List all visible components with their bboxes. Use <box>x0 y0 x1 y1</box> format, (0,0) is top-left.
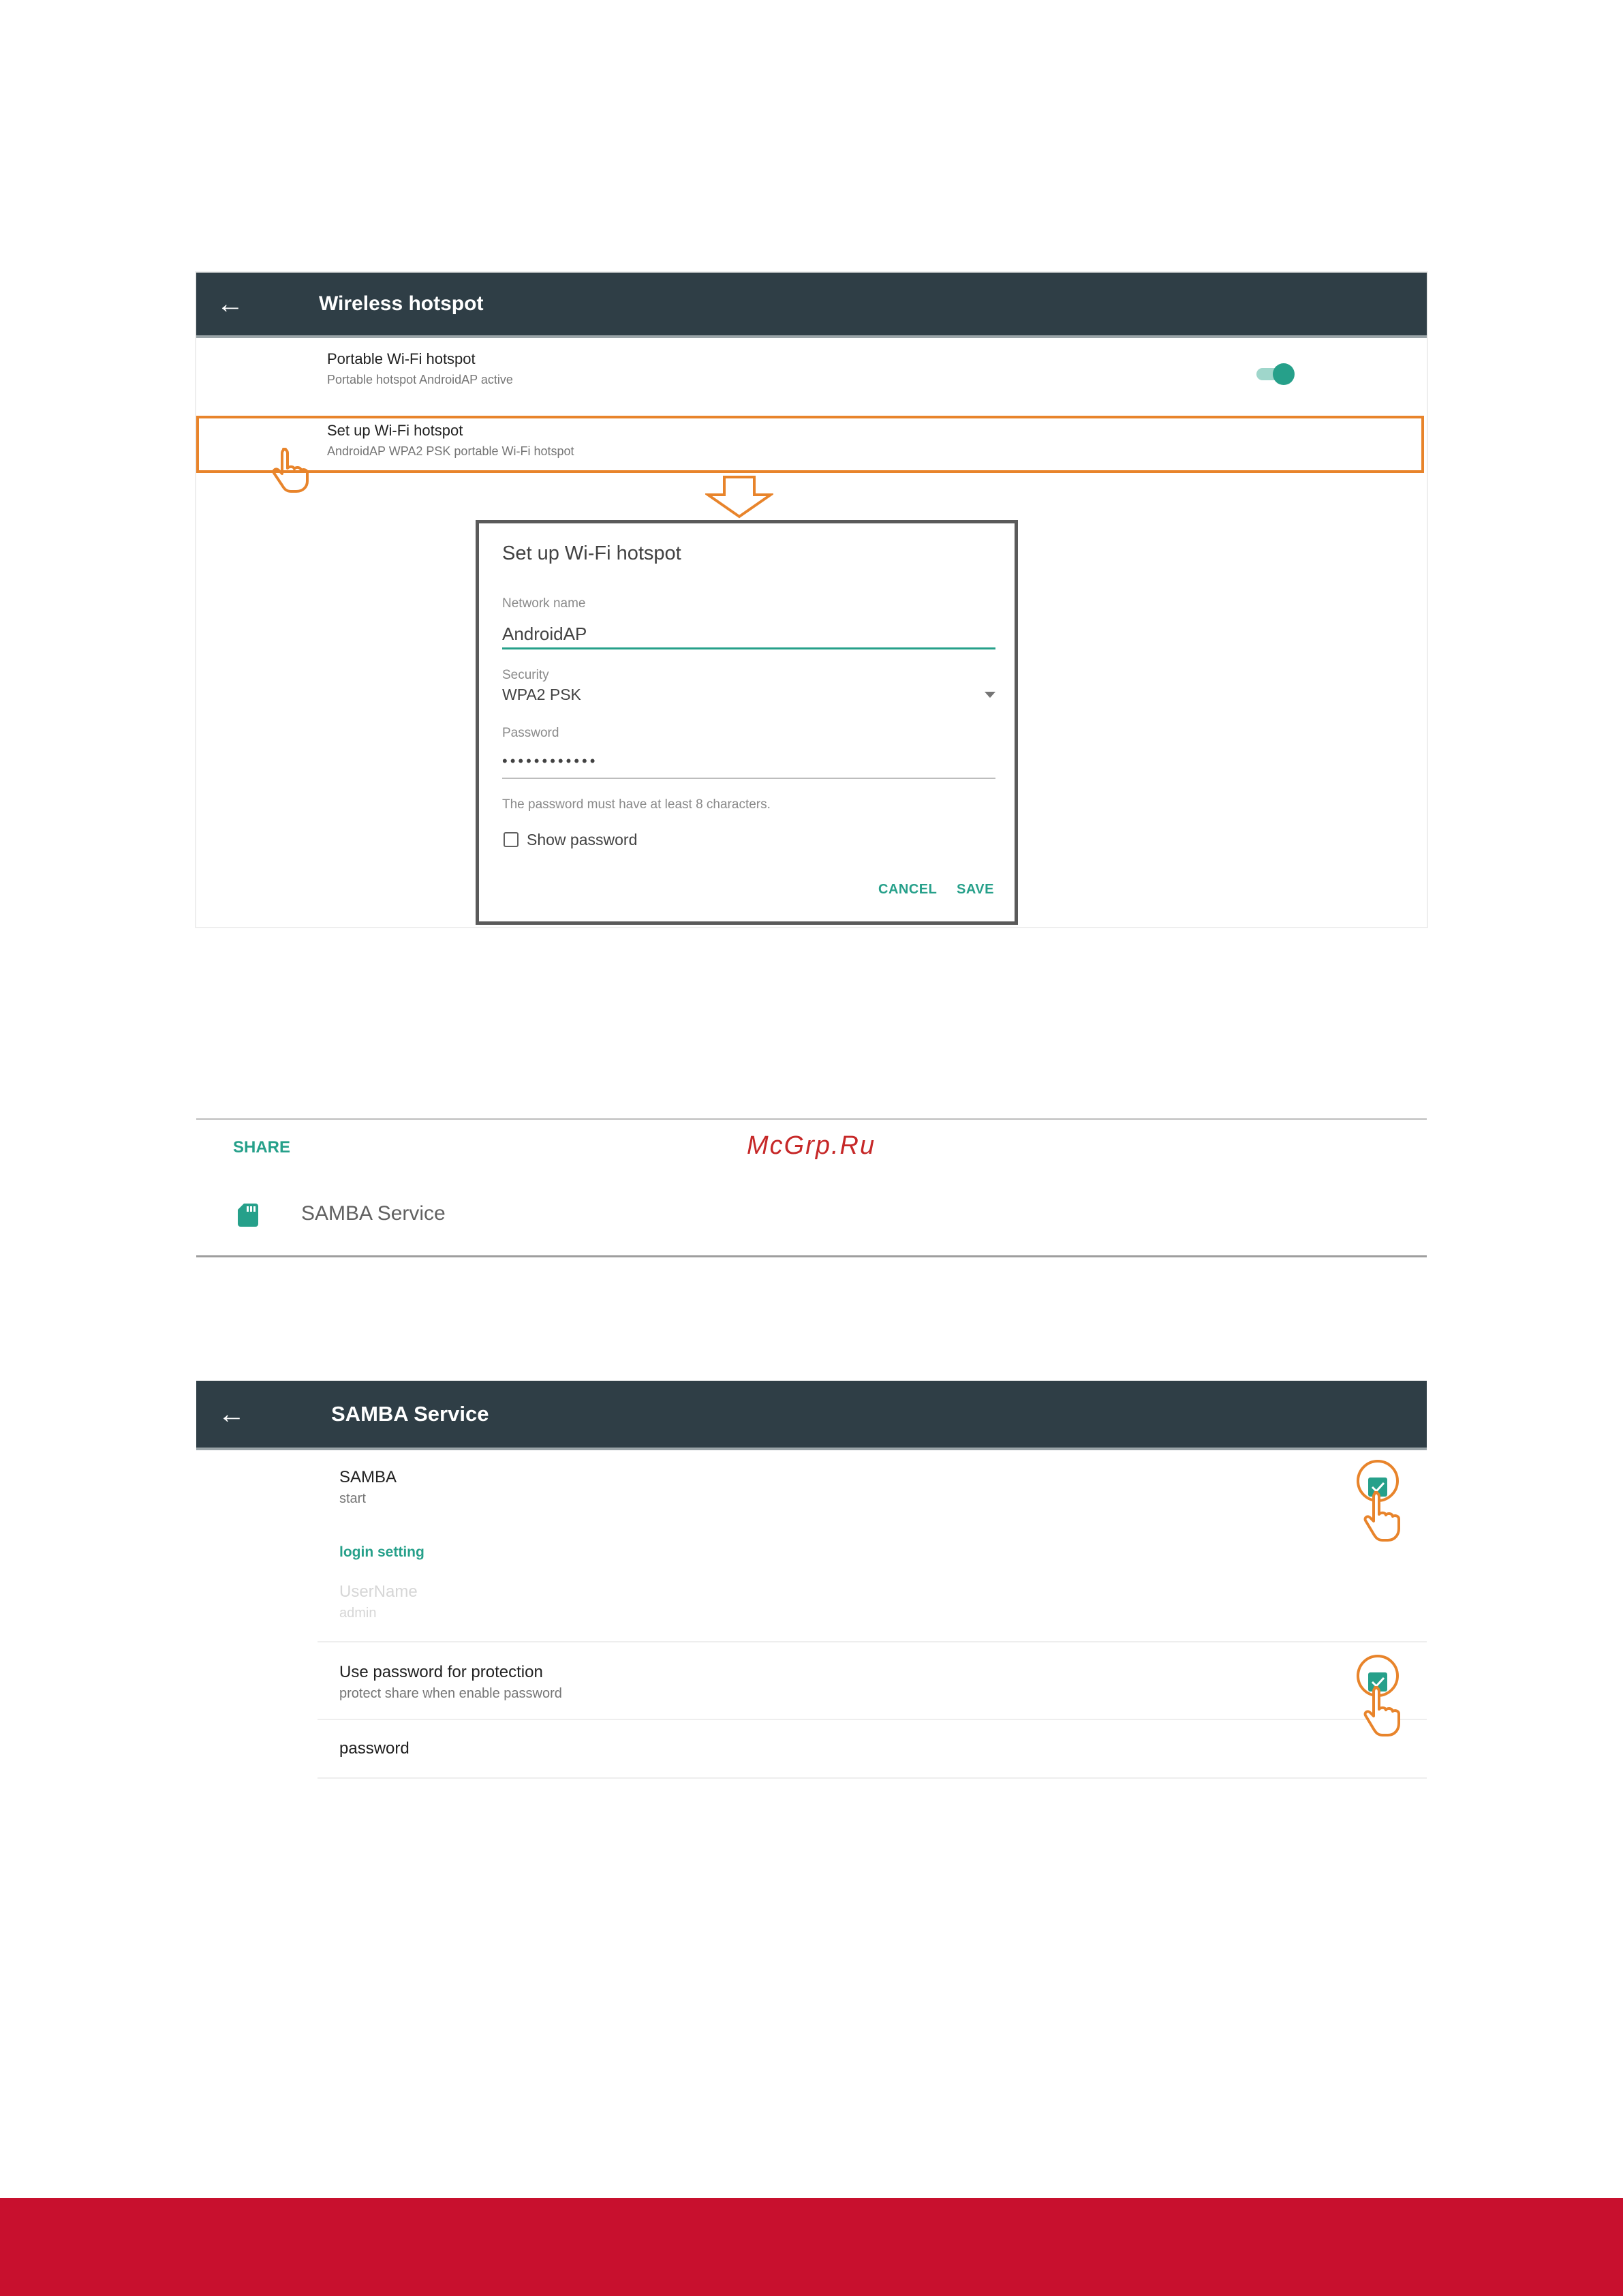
portable-hotspot-subtitle: Portable hotspot AndroidAP active <box>327 373 513 386</box>
network-name-input[interactable]: AndroidAP <box>502 624 587 644</box>
password-input[interactable]: •••••••••••• <box>502 752 598 769</box>
portable-hotspot-title: Portable Wi-Fi hotspot <box>327 350 476 367</box>
password-row-title[interactable]: password <box>339 1739 409 1758</box>
dropdown-arrow-icon[interactable] <box>985 692 995 698</box>
security-label: Security <box>502 668 549 682</box>
down-arrow-icon <box>705 476 773 519</box>
page-title: SAMBA Service <box>331 1402 489 1426</box>
pointing-hand-icon <box>268 446 312 495</box>
share-header: SHARE <box>233 1138 291 1157</box>
setup-hotspot-dialog <box>476 520 1018 925</box>
show-password-checkbox[interactable] <box>504 832 519 847</box>
dialog-title: Set up Wi-Fi hotspot <box>502 542 681 564</box>
setup-hotspot-title: Set up Wi-Fi hotspot <box>327 422 463 439</box>
save-button[interactable]: SAVE <box>957 882 994 897</box>
password-underline <box>502 778 995 779</box>
hotspot-toolbar <box>196 273 1427 338</box>
page-title: Wireless hotspot <box>319 292 484 315</box>
pointing-hand-icon <box>1360 1685 1408 1739</box>
watermark-text: McGrp.Ru <box>747 1131 876 1160</box>
network-name-underline <box>502 647 995 649</box>
pointing-hand-icon <box>1360 1490 1408 1544</box>
setup-hotspot-subtitle: AndroidAP WPA2 PSK portable Wi-Fi hotspot <box>327 444 574 458</box>
back-arrow-icon[interactable]: ← <box>218 1399 245 1429</box>
protect-subtitle: protect share when enable password <box>339 1686 562 1701</box>
show-password-label[interactable]: Show password <box>527 831 638 848</box>
divider <box>318 1719 1427 1720</box>
cancel-button[interactable]: CANCEL <box>878 882 938 897</box>
share-top-divider <box>196 1118 1427 1120</box>
share-bottom-divider <box>196 1255 1427 1257</box>
divider <box>318 1777 1427 1779</box>
password-label: Password <box>502 726 559 740</box>
username-title: UserName <box>339 1582 418 1601</box>
samba-toolbar <box>196 1381 1427 1450</box>
divider <box>318 1641 1427 1642</box>
network-name-label: Network name <box>502 596 586 611</box>
username-value: admin <box>339 1606 377 1621</box>
samba-service-screen <box>196 1381 1427 1779</box>
samba-title: SAMBA <box>339 1468 397 1486</box>
hotspot-toggle-thumb[interactable] <box>1273 363 1295 385</box>
login-setting-header: login setting <box>339 1544 424 1560</box>
samba-subtitle: start <box>339 1491 366 1506</box>
samba-service-item[interactable]: SAMBA Service <box>301 1202 446 1225</box>
sd-card-icon <box>238 1204 258 1227</box>
protect-title: Use password for protection <box>339 1663 543 1681</box>
security-select[interactable]: WPA2 PSK <box>502 686 581 703</box>
password-hint: The password must have at least 8 characters. <box>502 797 771 812</box>
back-arrow-icon[interactable]: ← <box>217 289 244 319</box>
footer-band <box>0 2198 1623 2296</box>
